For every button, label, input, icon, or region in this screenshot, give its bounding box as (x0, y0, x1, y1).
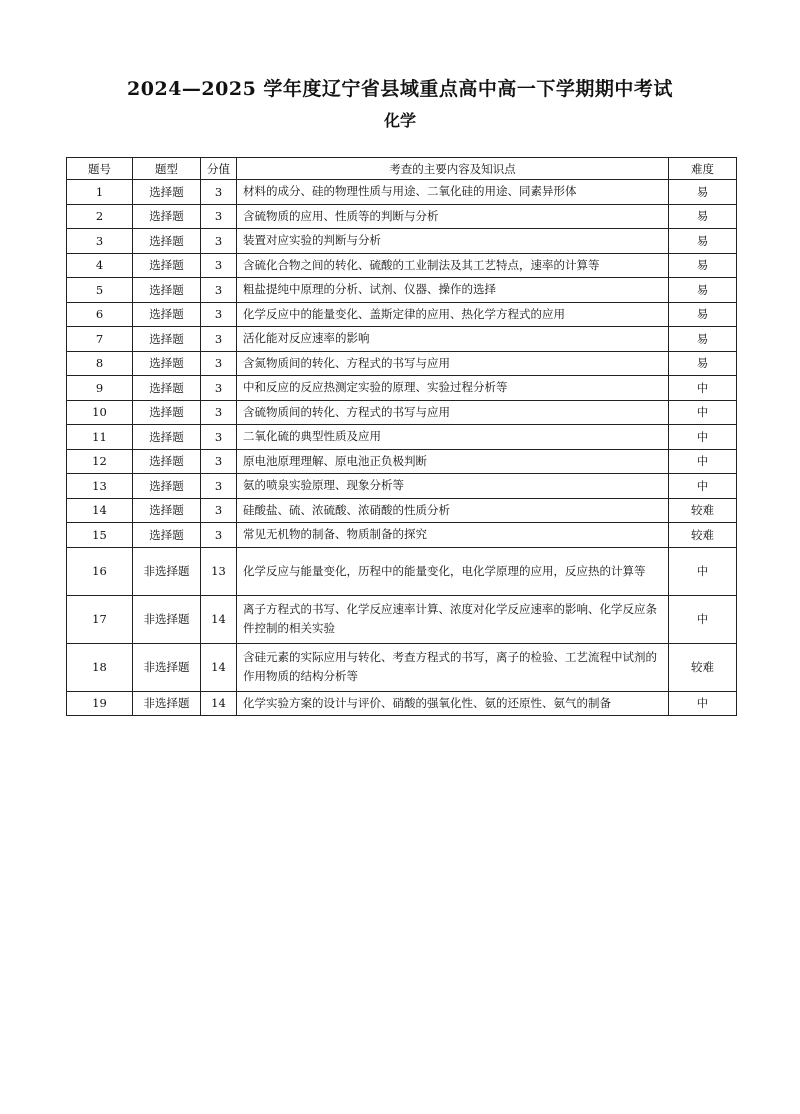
cell-difficulty: 易 (669, 327, 737, 352)
cell-difficulty: 易 (669, 229, 737, 254)
cell-score: 3 (201, 180, 237, 205)
cell-score: 3 (201, 229, 237, 254)
cell-no: 2 (67, 204, 133, 229)
cell-content: 氨的喷泉实验原理、现象分析等 (237, 474, 669, 499)
cell-content: 化学反应与能量变化，历程中的能量变化，电化学原理的应用，反应热的计算等 (237, 547, 669, 595)
cell-content: 二氧化硫的典型性质及应用 (237, 425, 669, 450)
cell-no: 16 (67, 547, 133, 595)
cell-score: 3 (201, 278, 237, 303)
table-row (67, 302, 737, 327)
cell-type: 非选择题 (133, 691, 201, 716)
cell-difficulty: 易 (669, 351, 737, 376)
cell-no: 8 (67, 351, 133, 376)
header-content: 考查的主要内容及知识点 (237, 158, 669, 180)
cell-score: 3 (201, 351, 237, 376)
cell-type: 选择题 (133, 523, 201, 548)
cell-content: 含硫化合物之间的转化、硫酸的工业制法及其工艺特点，速率的计算等 (237, 253, 669, 278)
cell-type: 选择题 (133, 376, 201, 401)
table-row (67, 376, 737, 401)
cell-no: 12 (67, 449, 133, 474)
cell-difficulty: 易 (669, 278, 737, 303)
cell-score: 3 (201, 498, 237, 523)
cell-difficulty: 较难 (669, 643, 737, 691)
cell-score: 3 (201, 474, 237, 499)
cell-difficulty: 较难 (669, 498, 737, 523)
cell-no: 7 (67, 327, 133, 352)
cell-difficulty: 中 (669, 691, 737, 716)
table-row (67, 278, 737, 303)
cell-no: 5 (67, 278, 133, 303)
cell-score: 3 (201, 449, 237, 474)
cell-no: 13 (67, 474, 133, 499)
table-row (67, 449, 737, 474)
table-header-row (67, 158, 737, 180)
cell-difficulty: 易 (669, 204, 737, 229)
cell-content: 含硅元素的实际应用与转化、考查方程式的书写，离子的检验、工艺流程中试剂的作用物质的结构分析等 (237, 643, 669, 691)
cell-difficulty: 中 (669, 376, 737, 401)
cell-score: 3 (201, 204, 237, 229)
cell-type: 选择题 (133, 327, 201, 352)
cell-type: 选择题 (133, 449, 201, 474)
cell-content: 原电池原理理解、原电池正负极判断 (237, 449, 669, 474)
cell-difficulty: 易 (669, 253, 737, 278)
cell-difficulty: 中 (669, 474, 737, 499)
document-title: 2024—2025 学年度辽宁省县域重点高中高一下学期期中考试 (127, 78, 673, 100)
cell-type: 非选择题 (133, 595, 201, 643)
cell-difficulty: 中 (669, 449, 737, 474)
cell-difficulty: 易 (669, 302, 737, 327)
cell-content: 含硫物质间的转化、方程式的书写与应用 (237, 400, 669, 425)
table-row (67, 523, 737, 548)
header-no: 题号 (67, 158, 133, 180)
cell-score: 3 (201, 327, 237, 352)
table-row (67, 253, 737, 278)
cell-score: 13 (201, 547, 237, 595)
cell-type: 选择题 (133, 180, 201, 205)
cell-type: 选择题 (133, 400, 201, 425)
cell-content: 常见无机物的制备、物质制备的探究 (237, 523, 669, 548)
cell-no: 11 (67, 425, 133, 450)
cell-difficulty: 中 (669, 400, 737, 425)
table-row (67, 643, 737, 691)
cell-score: 3 (201, 376, 237, 401)
cell-content: 化学实验方案的设计与评价、硝酸的强氧化性、氨的还原性、氨气的制备 (237, 691, 669, 716)
cell-no: 3 (67, 229, 133, 254)
cell-content: 材料的成分、硅的物理性质与用途、二氧化硅的用途、同素异形体 (237, 180, 669, 205)
cell-no: 19 (67, 691, 133, 716)
subject-title: 化学 (383, 111, 416, 130)
cell-content: 装置对应实验的判断与分析 (237, 229, 669, 254)
cell-no: 4 (67, 253, 133, 278)
cell-type: 选择题 (133, 253, 201, 278)
table-row (67, 204, 737, 229)
cell-content: 中和反应的反应热测定实验的原理、实验过程分析等 (237, 376, 669, 401)
cell-type: 选择题 (133, 474, 201, 499)
cell-type: 选择题 (133, 204, 201, 229)
cell-type: 非选择题 (133, 547, 201, 595)
header-difficulty: 难度 (669, 158, 737, 180)
table-row (67, 547, 737, 595)
cell-type: 选择题 (133, 498, 201, 523)
cell-content: 化学反应中的能量变化、盖斯定律的应用、热化学方程式的应用 (237, 302, 669, 327)
cell-no: 15 (67, 523, 133, 548)
cell-no: 14 (67, 498, 133, 523)
header-score: 分值 (201, 158, 237, 180)
table-row (67, 595, 737, 643)
cell-content: 硅酸盐、硫、浓硫酸、浓硝酸的性质分析 (237, 498, 669, 523)
cell-difficulty: 中 (669, 547, 737, 595)
cell-no: 9 (67, 376, 133, 401)
cell-type: 选择题 (133, 351, 201, 376)
cell-content: 含硫物质的应用、性质等的判断与分析 (237, 204, 669, 229)
cell-type: 选择题 (133, 278, 201, 303)
spec-table (66, 157, 737, 716)
cell-type: 非选择题 (133, 643, 201, 691)
cell-score: 14 (201, 691, 237, 716)
cell-score: 14 (201, 595, 237, 643)
cell-content: 活化能对反应速率的影响 (237, 327, 669, 352)
cell-score: 3 (201, 400, 237, 425)
table-row (67, 691, 737, 716)
table-row (67, 425, 737, 450)
cell-difficulty: 易 (669, 180, 737, 205)
cell-no: 10 (67, 400, 133, 425)
cell-no: 18 (67, 643, 133, 691)
cell-type: 选择题 (133, 229, 201, 254)
cell-score: 3 (201, 523, 237, 548)
cell-score: 14 (201, 643, 237, 691)
cell-content: 粗盐提纯中原理的分析、试剂、仪器、操作的选择 (237, 278, 669, 303)
cell-type: 选择题 (133, 425, 201, 450)
cell-type: 选择题 (133, 302, 201, 327)
table-row (67, 180, 737, 205)
table-row (67, 351, 737, 376)
cell-difficulty: 较难 (669, 523, 737, 548)
cell-no: 17 (67, 595, 133, 643)
cell-content: 含氮物质间的转化、方程式的书写与应用 (237, 351, 669, 376)
cell-score: 3 (201, 302, 237, 327)
table-row (67, 474, 737, 499)
cell-score: 3 (201, 253, 237, 278)
cell-score: 3 (201, 425, 237, 450)
cell-difficulty: 中 (669, 425, 737, 450)
table-row (67, 498, 737, 523)
table-row (67, 229, 737, 254)
table-row (67, 327, 737, 352)
cell-content: 离子方程式的书写、化学反应速率计算、浓度对化学反应速率的影响、化学反应条件控制的相关实验 (237, 595, 669, 643)
cell-no: 6 (67, 302, 133, 327)
cell-difficulty: 中 (669, 595, 737, 643)
header-type: 题型 (133, 158, 201, 180)
cell-no: 1 (67, 180, 133, 205)
table-row (67, 400, 737, 425)
